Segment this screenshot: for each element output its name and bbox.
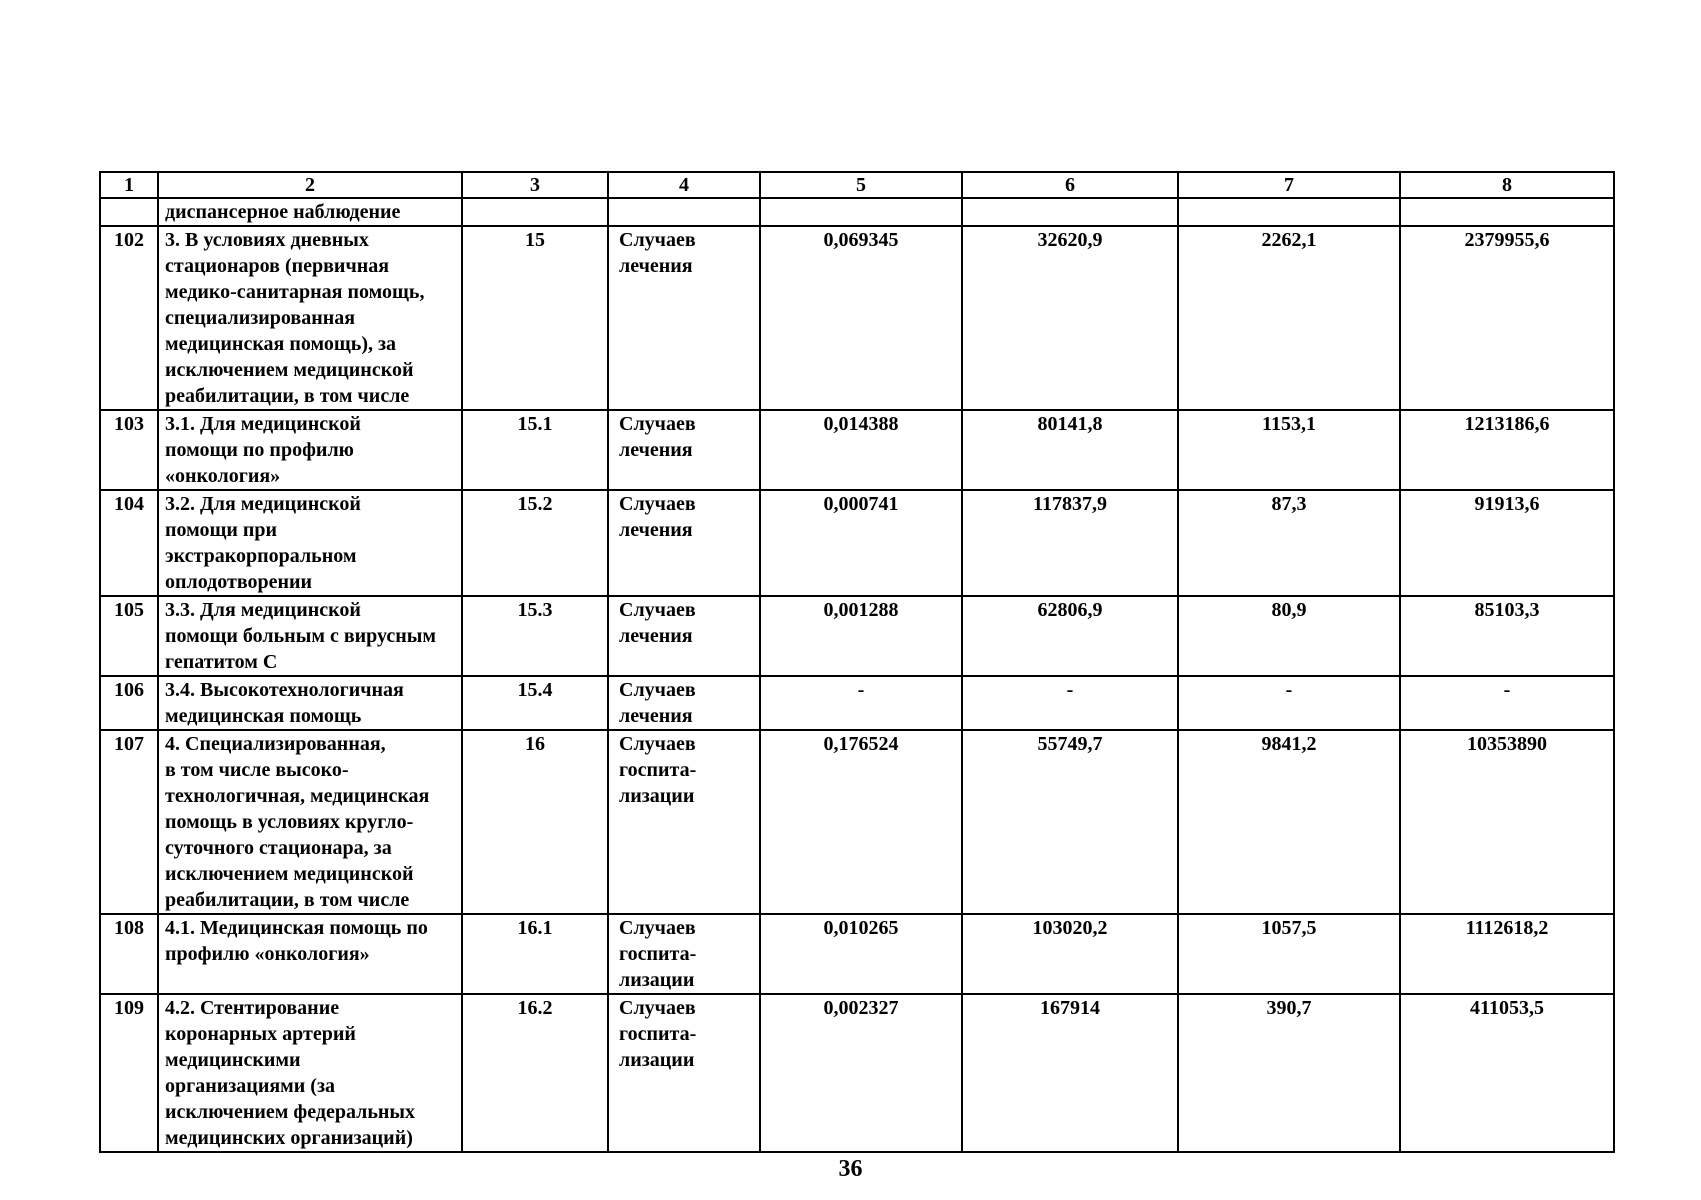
- table-row: [100, 198, 1614, 226]
- row-value-col8: 1112618,2: [1400, 914, 1614, 994]
- table-row: [100, 994, 1614, 1152]
- row-number: 102: [100, 226, 158, 410]
- column-number-header: 1: [100, 172, 158, 198]
- table-row: [100, 914, 1614, 994]
- table-row: [100, 596, 1614, 676]
- row-value-col6: -: [962, 676, 1178, 730]
- table-row: [100, 226, 1614, 410]
- row-value-col7: [1178, 198, 1400, 226]
- column-number-header: 2: [158, 172, 462, 198]
- row-value-col5: 0,001288: [760, 596, 962, 676]
- row-number: 106: [100, 676, 158, 730]
- row-value-col6: 103020,2: [962, 914, 1178, 994]
- row-name: диспансерное наблюдение: [158, 198, 462, 226]
- row-number: [100, 198, 158, 226]
- row-code: 16.2: [462, 994, 608, 1152]
- row-value-col7: -: [1178, 676, 1400, 730]
- row-unit: Случаев лечения: [608, 596, 760, 676]
- row-unit: Случаев госпита- лизации: [608, 994, 760, 1152]
- row-code: 16: [462, 730, 608, 914]
- row-value-col8: 91913,6: [1400, 490, 1614, 596]
- row-value-col8: 85103,3: [1400, 596, 1614, 676]
- row-name: 4. Специализированная, в том числе высоко- технологичная, медицинская помощь в условиях кругло- суточного стационара, за исключением медицинской реабилитации, в том числе: [158, 730, 462, 914]
- column-number-header: 8: [1400, 172, 1614, 198]
- row-unit: Случаев госпита- лизации: [608, 914, 760, 994]
- row-unit: Случаев лечения: [608, 490, 760, 596]
- row-value-col6: [962, 198, 1178, 226]
- row-code: 15.1: [462, 410, 608, 490]
- row-value-col5: 0,002327: [760, 994, 962, 1152]
- row-name: 4.1. Медицинская помощь по профилю «онкология»: [158, 914, 462, 994]
- row-value-col5: -: [760, 676, 962, 730]
- row-number: 108: [100, 914, 158, 994]
- row-unit: [608, 198, 760, 226]
- row-value-col8: 1213186,6: [1400, 410, 1614, 490]
- row-code: 16.1: [462, 914, 608, 994]
- data-table: [99, 171, 1615, 1153]
- row-value-col7: 390,7: [1178, 994, 1400, 1152]
- column-number-header: 6: [962, 172, 1178, 198]
- row-number: 109: [100, 994, 158, 1152]
- row-value-col8: 2379955,6: [1400, 226, 1614, 410]
- row-value-col5: 0,014388: [760, 410, 962, 490]
- table-row: [100, 730, 1614, 914]
- row-value-col8: [1400, 198, 1614, 226]
- column-number-header: 3: [462, 172, 608, 198]
- row-value-col7: 1153,1: [1178, 410, 1400, 490]
- row-unit: Случаев госпита- лизации: [608, 730, 760, 914]
- row-value-col7: 9841,2: [1178, 730, 1400, 914]
- column-number-header: 4: [608, 172, 760, 198]
- row-value-col5: 0,000741: [760, 490, 962, 596]
- row-value-col6: 55749,7: [962, 730, 1178, 914]
- row-number: 107: [100, 730, 158, 914]
- table-row: [100, 410, 1614, 490]
- row-value-col7: 87,3: [1178, 490, 1400, 596]
- row-unit: Случаев лечения: [608, 410, 760, 490]
- row-number: 104: [100, 490, 158, 596]
- row-number: 105: [100, 596, 158, 676]
- row-value-col5: 0,176524: [760, 730, 962, 914]
- row-value-col5: 0,010265: [760, 914, 962, 994]
- row-code: 15: [462, 226, 608, 410]
- row-value-col8: 10353890: [1400, 730, 1614, 914]
- row-name: 3.4. Высокотехнологичная медицинская помощь: [158, 676, 462, 730]
- row-value-col7: 2262,1: [1178, 226, 1400, 410]
- row-name: 3. В условиях дневных стационаров (первичная медико-санитарная помощь, специализированная медицинская помощь), за исключением медицинской реабилитации, в том числе: [158, 226, 462, 410]
- row-number: 103: [100, 410, 158, 490]
- row-value-col6: 80141,8: [962, 410, 1178, 490]
- row-value-col5: [760, 198, 962, 226]
- column-number-header-row: [100, 172, 1614, 198]
- row-value-col6: 62806,9: [962, 596, 1178, 676]
- row-value-col7: 1057,5: [1178, 914, 1400, 994]
- row-code: [462, 198, 608, 226]
- row-value-col5: 0,069345: [760, 226, 962, 410]
- row-name: 3.3. Для медицинской помощи больным с вирусным гепатитом С: [158, 596, 462, 676]
- row-name: 3.1. Для медицинской помощи по профилю «онкология»: [158, 410, 462, 490]
- row-unit: Случаев лечения: [608, 676, 760, 730]
- row-value-col6: 167914: [962, 994, 1178, 1152]
- row-name: 4.2. Стентирование коронарных артерий медицинскими организациями (за исключением федеральных медицинских организаций): [158, 994, 462, 1152]
- row-value-col6: 32620,9: [962, 226, 1178, 410]
- row-value-col7: 80,9: [1178, 596, 1400, 676]
- row-value-col6: 117837,9: [962, 490, 1178, 596]
- row-code: 15.4: [462, 676, 608, 730]
- row-unit: Случаев лечения: [608, 226, 760, 410]
- column-number-header: 7: [1178, 172, 1400, 198]
- row-value-col8: 411053,5: [1400, 994, 1614, 1152]
- row-value-col8: -: [1400, 676, 1614, 730]
- row-name: 3.2. Для медицинской помощи при экстракорпоральном оплодотворении: [158, 490, 462, 596]
- page-number: 36: [838, 1156, 863, 1182]
- column-number-header: 5: [760, 172, 962, 198]
- row-code: 15.3: [462, 596, 608, 676]
- row-code: 15.2: [462, 490, 608, 596]
- table-row: [100, 676, 1614, 730]
- table-row: [100, 490, 1614, 596]
